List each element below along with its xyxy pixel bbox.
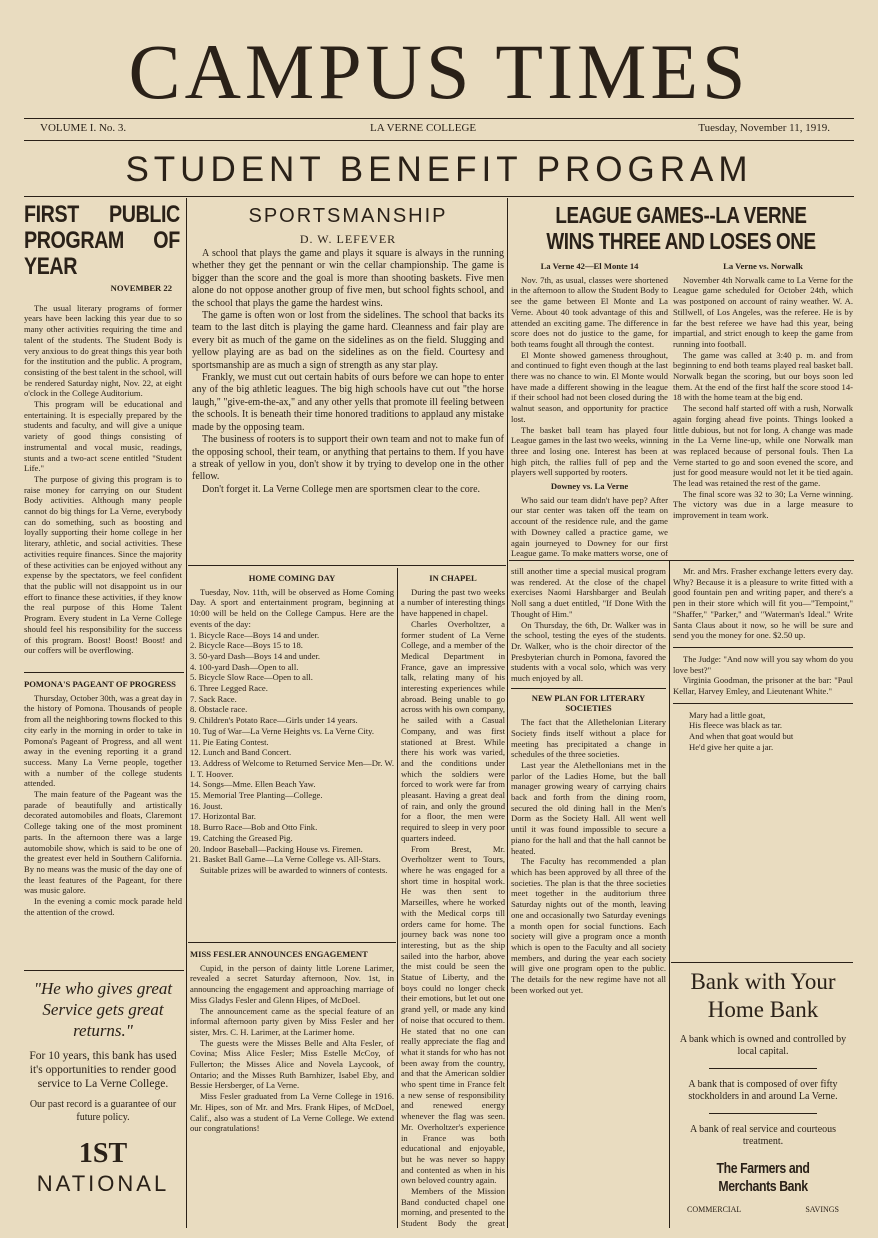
rule xyxy=(709,1068,817,1069)
paragraph: The purpose of giving this program is to raise money for carrying on our Student Body activities. Although many people cannot do big things for La Verne, everybody can do something, such as boosting and loyally supporting their home college in her literary, athletic, and social activities. These activities require finances. Since the majority of these activities can be enjoyed without any expense by the spectators, we feel confident that the public will not disappoint us in our effort to finance these activities, if they know the real purpose of this Home Talent Program. Every student in La Verne College should feel his responsibility for the success of this program. Boost! Boost! Boost! and our coffers will be overflowing. xyxy=(24,473,182,656)
sportsmanship-headline: SPORTSMANSHIP xyxy=(248,205,448,227)
paragraph: Mr. and Mrs. Frasher exchange letters every day. Why? Because it is a pleasure to write fitted with a good fountain pen and writing paper, and there's a pen in their store which will fit you—"Tempoint," "Shaffer," "Parker," and "Waterman's Ideal." Write Santa Claus about it now, so he will be sure and send you the money for one. $2.50 up. xyxy=(673,566,853,641)
event-item: 3. 50-yard Dash—Boys 14 and under. xyxy=(190,650,321,661)
paragraph: Cupid, in the person of dainty little Lorene Larimer, revealed a secret Saturday afternoon, Nov. 1st, in announcing the engagement and approaching marriage of Miss Gladys Fesler and Glenn Hipes, of McDoel. xyxy=(190,962,394,1005)
event-item: 17. Horizontal Bar. xyxy=(190,811,256,822)
masthead-rule-bottom xyxy=(24,140,854,141)
paragraph: The guests were the Misses Belle and Alta Fesler, of Covina; Miss Alice Fesler; Miss Estelle McCoy, of Fullerton; the Misses Alice and Novela Laycook, of Ontario; and the Misses Ruth Barnhizer, Isabel Eby, and Bessie Hersberger, of La Verne. xyxy=(190,1037,394,1091)
paragraph: The business of rooters is to support their own team and not to make fun of the opposing school, their team, or anything that pertains to them. If you have a streak of yellow in you, don't show it by trying to develop one in the other fellow. xyxy=(192,434,504,483)
first-public-headline: FIRST PUBLIC PROGRAM OF YEAR xyxy=(24,202,180,280)
banner-headline: STUDENT BENEFIT PROGRAM xyxy=(125,150,753,189)
paragraph: A school that plays the game and plays it square is always in the running whether they get the pennant or win the cellar championship. The game is bigger than the score and the goal is more than shooting baskets. Five men alone do not oppose another group of five men, but school fights school, and the school that plays the game the hardest wins. xyxy=(192,248,504,309)
literary-headline: NEW PLAN FOR LITERARY SOCIETIES xyxy=(531,692,646,714)
homecoming-article xyxy=(190,570,394,940)
rule xyxy=(24,970,184,971)
event-item: 13. Address of Welcome to Returned Service Men—Dr. W. I. T. Hoover. xyxy=(190,757,394,779)
league-sub1: La Verne 42—El Monte 14 xyxy=(540,261,639,271)
event-item: 21. Basket Ball Game—La Verne College vs. All-Stars. xyxy=(190,854,381,865)
paragraph: The main feature of the Pageant was the parade of beautifully and artistically decorated automobiles and floats, Claremont College taking one of the most prominent parts. In the afternoon there was a large automobile show, which is said to be one of the greatest ever held in Southern California. By no means was the music of the day one of the least features of the Pageant, for there was music galore. xyxy=(24,789,182,896)
paragraph: November 4th Norwalk came to La Verne for the League game scheduled for October 24th, which was postponed on account of rainy weather. W. A. Stillwell, of Los Angeles, was the referee. He is by far the best referee we have had this year, being impartial, and strict enough to keep the game from running into football. xyxy=(673,274,853,349)
bank-title-1: Bank with Your xyxy=(690,969,836,994)
paragraph: The basket ball team has played four League games in the last two weeks, winning three and losing one. Interest has been at high pitch, the rallies full of pep and the players well supported by rooters. xyxy=(511,424,668,478)
masthead-title: CAMPUS TIMES xyxy=(128,28,750,115)
rule xyxy=(188,565,506,566)
sportsmanship-byline: D. W. LEFEVER xyxy=(299,232,397,246)
event-item: 1. Bicycle Race—Boys 14 and under. xyxy=(190,629,320,640)
bank-departments xyxy=(673,1204,853,1216)
rule xyxy=(24,672,184,673)
event-item: 2. Bicycle Race—Boys 15 to 18. xyxy=(190,640,303,651)
event-item: 18. Burro Race—Bob and Otto Fink. xyxy=(190,822,318,833)
event-item: 19. Catching the Greased Pig. xyxy=(190,832,293,843)
league-col-a xyxy=(511,258,668,558)
event-item: 9. Children's Potato Race—Girls under 14 years. xyxy=(190,715,358,726)
league-sub2: Downey vs. La Verne xyxy=(550,481,629,492)
ad-name-bottom: NATIONAL xyxy=(36,1171,170,1196)
event-item: 16. Joust. xyxy=(190,800,223,811)
event-item: 7. Sack Race. xyxy=(190,693,237,704)
column-rule-3 xyxy=(397,568,398,1228)
ad-quote: "He who gives great Service gets great returns." xyxy=(33,979,173,1040)
paragraph: The final score was 32 to 30; La Verne winning. The victory was due in a large measure to improvement in team work. xyxy=(673,488,853,521)
bank-line-3: A bank of real service and courteous treatment. xyxy=(689,1124,837,1147)
event-item: 15. Memorial Tree Planting—College. xyxy=(190,790,323,801)
event-item: 8. Obstacle race. xyxy=(190,704,248,715)
paragraph: The Judge: "And now will you say whom do you love best?" xyxy=(673,653,853,675)
event-item: 12. Lunch and Band Concert. xyxy=(190,747,292,758)
fesler-article xyxy=(190,946,394,1228)
rule xyxy=(511,688,666,689)
event-item: 5. Bicycle Slow Race—Open to all. xyxy=(190,672,313,683)
league-col-b xyxy=(673,258,853,558)
banner-rule xyxy=(24,196,854,197)
chapel-headline: IN CHAPEL xyxy=(429,573,477,583)
paragraph: From Brest, Mr. Overholtzer went to Tours, where he was engaged for a short time in hospital work. He was then sent to Marseilles, where he worked with the Medical corps till orders came for home. The journey back was none too interesting, but as the ship sailed into the harbor, above the mist could be seen the Statue of Liberty, and the boys could no longer check their emotions, but let out one grand yell, or made any kind of noise that occured to them. He stated that no one can really appreciate the flag and what it stands for who has not been away from the country, and that the American soldier who spent time in France felt a new sense of responsibility and renewed energy whenever the flag was seen. Mr. Overholtzer's experience in France was both educational and enjoyable, but he was never so happy and contented as when in his own beloved country again. xyxy=(401,843,505,1186)
rule xyxy=(671,962,853,963)
poem-line: He'd give her quite a jar. xyxy=(689,741,774,752)
event-item: 10. Tug of War—La Verne Heights vs. La Verne City. xyxy=(190,725,374,736)
bank-line-2: A bank that is composed of over fifty stockholders in and around La Verne. xyxy=(688,1079,838,1102)
column-rule-2 xyxy=(507,198,508,1228)
event-item: 14. Songs—Mme. Ellen Beach Yaw. xyxy=(190,779,316,790)
homecoming-closing: Suitable prizes will be awarded to winners of contests. xyxy=(200,864,388,875)
event-item: 20. Indoor Baseball—Packing House vs. Firemen. xyxy=(190,843,363,854)
paragraph: Members of the Mission Band conducted chapel one morning, and presented to the Student Body the great xyxy=(401,1186,505,1228)
bank-savings: SAVINGS xyxy=(805,1205,839,1214)
paragraph: The usual literary programs of former years have been lacking this year due to so many other activities requiring the time and talent of the students. The Student Body is very anxious to do great things this year both for the institution and the public. A program, consisting of the best talent in the school, will be rendered Saturday night, Nov. 22, at eight o'clock in the College Auditorium. xyxy=(24,302,182,399)
masthead-rule-top xyxy=(24,118,854,119)
paragraph: The Faculty has recommended a plan which has been approved by all three of the societies. The plan is that the three societies meet together in the auditorium three Saturday nights out of the month, leaving one and occasionally two Saturday evenings a month open for social functions. Each society will give a program once a month which is open to the Faculty and all society members, and during the year each society will give one program open to the public. The details for the new regime have not all been worked out yet. xyxy=(511,856,666,995)
homecoming-headline: HOME COMING DAY xyxy=(248,573,336,583)
paragraph: Miss Fesler graduated from La Verne College in 1916. Mr. Hipes, son of Mr. and Mrs. Frank Hipes, of McDoel, Calif., also was a student of La Verne College. We extend our congratulations! xyxy=(190,1091,394,1134)
paragraph: This program will be educational and entertaining. It is especially prepared by the students and faculty, and will give a unique variety of good things consisting of instrumental and vocal music, readings, stunts and a two-act scene entitled "Student Life." xyxy=(24,399,182,474)
ad-name-top: 1ST xyxy=(78,1138,128,1169)
paragraph: In the evening a comic mock parade held the attention of the crowd. xyxy=(24,896,182,917)
fesler-headline: MISS FESLER ANNOUNCES ENGAGEMENT xyxy=(190,949,368,959)
bank-commercial: COMMERCIAL xyxy=(687,1205,742,1214)
homecoming-events xyxy=(190,630,394,865)
paragraph: The fact that the Allethelonian Literary Society finds itself without a place for meeting has precipitated a change in schedules of the three societies. xyxy=(511,717,666,760)
dateline xyxy=(30,122,850,140)
bank-title-2: Home Bank xyxy=(707,997,819,1022)
paragraph: Who said our team didn't have pep? After our star center was taken off the team on account of the residence rule, and the game with Downey called a practice game, we again journeyed to Downey for our first League game. To make matters worse, one of xyxy=(511,494,668,558)
paragraph: Virginia Goodman, the prisoner at the bar: "Paul Kellar, Harvey Emley, and Lieutenant White." xyxy=(673,675,853,697)
paragraph: Nov. 7th, as usual, classes were shortened in the afternoon to allow the Student Body to see the game between El Monte and La Verne. About 40 took advantage of this and attended an exciting game. The difference in score does not do justice to the game, for both teams fought all through the contest. xyxy=(511,274,668,349)
first-public-date: NOVEMBER 22 xyxy=(110,283,172,293)
column-rule-4 xyxy=(669,560,670,1228)
paragraph: Last year the Alethellonians met in the parlor of the Ladies Home, but the ball manager growing weary of carrying chairs back and forth from the dining room, secured the old dining hall in the Men's Dorm as the Society Hall. All went well until it was found impossible to secure a piano for the hall and that the hall cannot be heated. xyxy=(511,759,666,856)
paragraph: The game is often won or lost from the sidelines. The school that backs its team to the last ditch is playing the game hard. Cleanness and fair play are every bit as much of the game on the sidelines as on the field. Slugging and yellow playing are as bad on the sidelines as on the field. Courtesy and sportsmanship are as much a sign of strength as any star play. xyxy=(192,310,504,371)
paragraph: Charles Overholtzer, a former student of La Verne College, and a member of the Medical Department in France, gave an impressive talk, relating many of his interesting experiences while abroad. Being unable to go across with his own company, he sailed with a Casual Company, and was first stationed at Brest. While there his work was varied, and the conditions under which the soldiers were forced to work were far from pleasant. Having a great deal of rain, and only the ground for a floor, the men were required to sleep in very poor quarters indeed. xyxy=(401,618,505,843)
chapel-article xyxy=(401,570,505,1228)
poem xyxy=(673,710,853,753)
rule xyxy=(709,1113,817,1114)
poem-line: And when that goat would but xyxy=(689,731,794,742)
paragraph: Frankly, we must cut out certain habits of ours before we can hope to enter any of the big athletic leagues. The big high schools have cut out "the horse laugh," "give-em-the-ax," and any other yells that promote ill feeling between the schools. It is beneath their time honored traditions to applaud any mistake made by the opposing team. xyxy=(192,372,504,433)
rule xyxy=(673,647,853,648)
ad-pledge: Our past record is a guarantee of our future policy. xyxy=(29,1099,177,1123)
paragraph: The game was called at 3:40 p. m. and from beginning to end both teams played real basket ball. Norwalk began the scoring, but our boys soon led them. At the end of the first half the score stood 14-18 with the home team at the big end. xyxy=(673,349,853,403)
college-name: LA VERNE COLLEGE xyxy=(370,122,477,134)
poem-line: Mary had a little goat, xyxy=(689,709,766,720)
rule xyxy=(673,703,853,704)
league-headline-box xyxy=(511,202,851,254)
paragraph: During the past two weeks a number of interesting things have happened in chapel. xyxy=(401,586,505,619)
league-headline: LEAGUE GAMES--LA VERNE WINS THREE AND LOSES ONE xyxy=(546,202,816,254)
pageant-article xyxy=(24,676,182,966)
column-rule-1 xyxy=(186,198,187,1228)
issue-date: Tuesday, November 11, 1919. xyxy=(698,122,830,134)
league-sub4: La Verne vs. Norwalk xyxy=(723,261,803,271)
bank-line-1: A bank which is owned and controlled by local capital. xyxy=(679,1034,847,1057)
volume-number: VOLUME I. No. 3. xyxy=(40,122,127,134)
first-public-article xyxy=(24,202,182,670)
homecoming-intro: Tuesday, Nov. 11th, will be observed as Home Coming Day. A sport and entertainment program, beginning at 10:00 will be held on the College Campus. Here are the events of the day: xyxy=(190,586,394,629)
rule xyxy=(509,560,854,561)
first-national-ad xyxy=(24,978,182,1228)
paragraph: El Monte showed gameness throughout, and continued to fight even though at the last there was no chance to win. El Monte would have made a different showing in the league if their school had not been closed during the walnut season, and opportunity for practice lost. xyxy=(511,349,668,424)
ad-body: For 10 years, this bank has used it's opportunities to render good service to La Verne College. xyxy=(29,1050,177,1090)
paragraph: still another time a special musical program was rendered. At the close of the chapel exercises Naomi Harshbarger and Beulah Noll sang a duet entitled, "If Done With the Thought of Him." xyxy=(511,566,666,619)
rule xyxy=(188,942,396,943)
paragraph: On Thursday, the 6th, Dr. Walker was in the school, testing the eyes of the students. Dr. Walker, who is the choir director of the Presbyterian church in Pomona, favored the students with a vocal solo, which was very much enjoyed by all. xyxy=(511,619,666,684)
poem-line: His fleece was black as tar. xyxy=(689,720,783,731)
sportsmanship-article xyxy=(192,202,504,560)
pageant-headline: POMONA'S PAGEANT OF PROGRESS xyxy=(24,679,176,689)
paragraph: Don't forget it. La Verne College men are sportsmen clear to the core. xyxy=(202,483,481,495)
event-item: 4. 100-yard Dash—Open to all. xyxy=(190,661,299,672)
literary-article xyxy=(511,566,666,1228)
event-item: 11. Pie Eating Contest. xyxy=(190,736,269,747)
paragraph: Thursday, October 30th, was a great day in the history of Pomona. Thousands of people from all the neighboring towns flocked to this city early in the morning in order to take in Pomona's Pageant of Progress, and all went away in the evening reporting it a grand success. Many La Verne people, together with a number of the college students attended. xyxy=(24,692,182,789)
paragraph: The announcement came as the special feature of an informal afternoon party given by Miss Fesler and her sister, Mrs. C. H. Larimer, at the Larimer home. xyxy=(190,1005,394,1037)
bank-name: The Farmers and Merchants Bank xyxy=(716,1160,810,1195)
event-item: 6. Three Legged Race. xyxy=(190,683,268,694)
frasher-column xyxy=(673,566,853,868)
paragraph: The second half started off with a rush, Norwalk again forging ahead five points. Things looked a little dubious, but not for long. A change was made in the La Verne line-up, while one Norwalk man was replaced because of personal fouls. Then La Verne started to go and soon evened the score, and just for good measure would not let it be tied again. The lead was retained the rest of the game. xyxy=(673,403,853,489)
home-bank-ad xyxy=(673,968,853,1228)
